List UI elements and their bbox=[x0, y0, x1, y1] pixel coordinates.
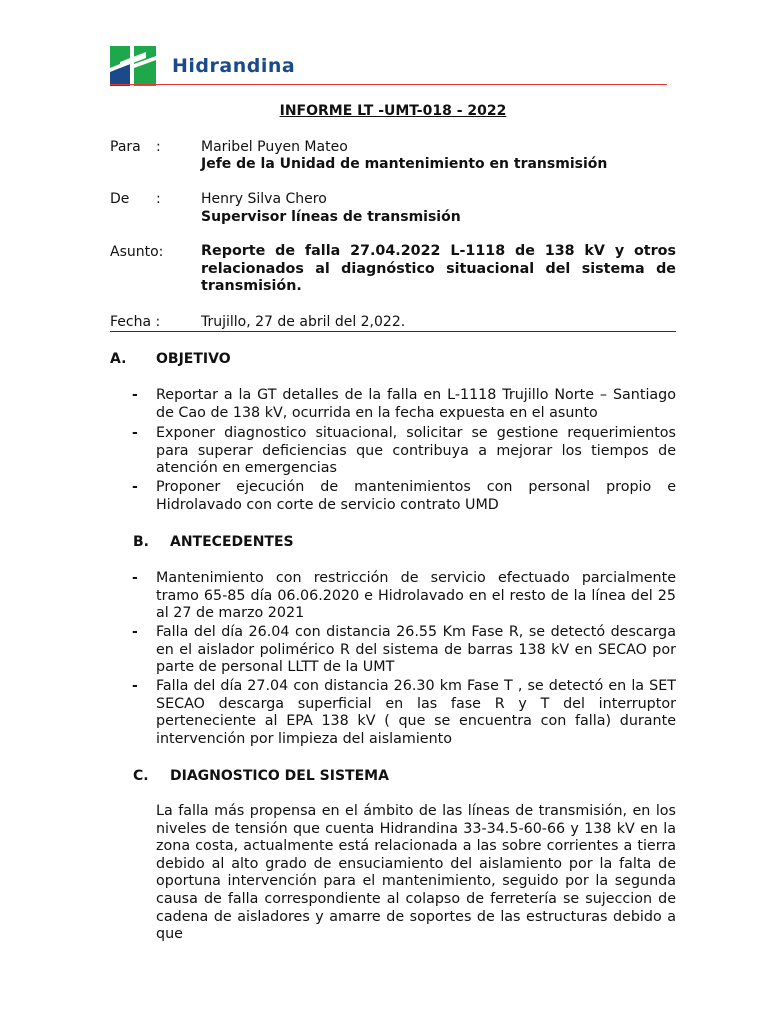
bullet-marker: - bbox=[132, 387, 138, 403]
list-item: Exponer diagnostico situacional, solicitar se gestione requerimientos para superar deficiencias que contribuya a mejorar los tiempos de atención en emergencias bbox=[156, 425, 676, 477]
bullet-marker: - bbox=[132, 678, 138, 694]
bullet-marker: - bbox=[132, 570, 138, 586]
section-c-title: DIAGNOSTICO DEL SISTEMA bbox=[170, 768, 389, 784]
de-position: Supervisor líneas de transmisión bbox=[201, 209, 461, 225]
header-divider bbox=[110, 84, 667, 85]
list-item: Mantenimiento con restricción de servicio efectuado parcialmente tramo 65-85 día 06.06.2020 e Hidrolavado en el resto de la línea del 25 al 27 de marzo 2021 bbox=[156, 570, 676, 622]
section-a-title: OBJETIVO bbox=[156, 351, 231, 367]
section-a-letter: A. bbox=[110, 351, 127, 367]
para-colon: : bbox=[156, 139, 161, 155]
list-item: Reportar a la GT detalles de la falla en L-1118 Trujillo Norte – Santiago de Cao de 138 kV, ocurrida en la fecha expuesta en el asunto bbox=[156, 387, 676, 421]
de-colon: : bbox=[156, 191, 161, 207]
section-c-letter: C. bbox=[133, 768, 149, 784]
hidrandina-logo-icon bbox=[110, 46, 156, 86]
logo-text: Hidrandina bbox=[172, 55, 296, 77]
asunto-label: Asunto: bbox=[110, 244, 164, 260]
fecha-text: Trujillo, 27 de abril del 2,022. bbox=[201, 314, 406, 330]
para-name: Maribel Puyen Mateo bbox=[201, 139, 348, 155]
bullet-marker: - bbox=[132, 425, 138, 441]
list-item: Falla del día 26.04 con distancia 26.55 Km Fase R, se detectó descarga en el aislador polimérico R del sistema de barras 138 kV en SECAO por parte de personal LLTT de la UMT bbox=[156, 624, 676, 676]
report-title: INFORME LT -UMT-018 - 2022 bbox=[279, 103, 507, 119]
bullet-marker: - bbox=[132, 479, 138, 495]
para-position: Jefe de la Unidad de mantenimiento en transmisión bbox=[201, 156, 608, 172]
list-item: Falla del día 27.04 con distancia 26.30 km Fase T , se detectó en la SET SECAO descarga superficial en las fase R y T del interruptor perteneciente al EPA 138 kV ( que se encuentra con falla) durante intervención por limpieza del aislamiento bbox=[156, 678, 676, 747]
section-c-paragraph: La falla más propensa en el ámbito de las líneas de transmisión, en los niveles de tensión que cuenta Hidrandina 33-34.5-60-66 y 138 kV en la zona costa, actualmente está relacionada a las sobre corrientes a tierra debido al alto grado de ensuciamiento del aislamiento por la falta de oportuna intervención para el mantenimiento, seguido por la segunda causa de falla correspondiente al colapso de ferretería se sujeccion de cadena de aisladores y amarre de soportes de las estructuras debido a que bbox=[156, 803, 676, 943]
fecha-label: Fecha : bbox=[110, 314, 161, 330]
de-label: De bbox=[110, 191, 130, 207]
bullet-marker: - bbox=[132, 624, 138, 640]
header-separator bbox=[110, 331, 676, 332]
asunto-text: Reporte de falla 27.04.2022 L-1118 de 138 kV y otros relacionados al diagnóstico situacional del sistema de transmisión. bbox=[201, 243, 676, 295]
section-b-letter: B. bbox=[133, 534, 149, 550]
section-b-title: ANTECEDENTES bbox=[170, 534, 294, 550]
company-logo bbox=[110, 46, 156, 86]
de-name: Henry Silva Chero bbox=[201, 191, 327, 207]
list-item: Proponer ejecución de mantenimientos con personal propio e Hidrolavado con corte de servicio contrato UMD bbox=[156, 479, 676, 513]
para-label: Para bbox=[110, 139, 141, 155]
